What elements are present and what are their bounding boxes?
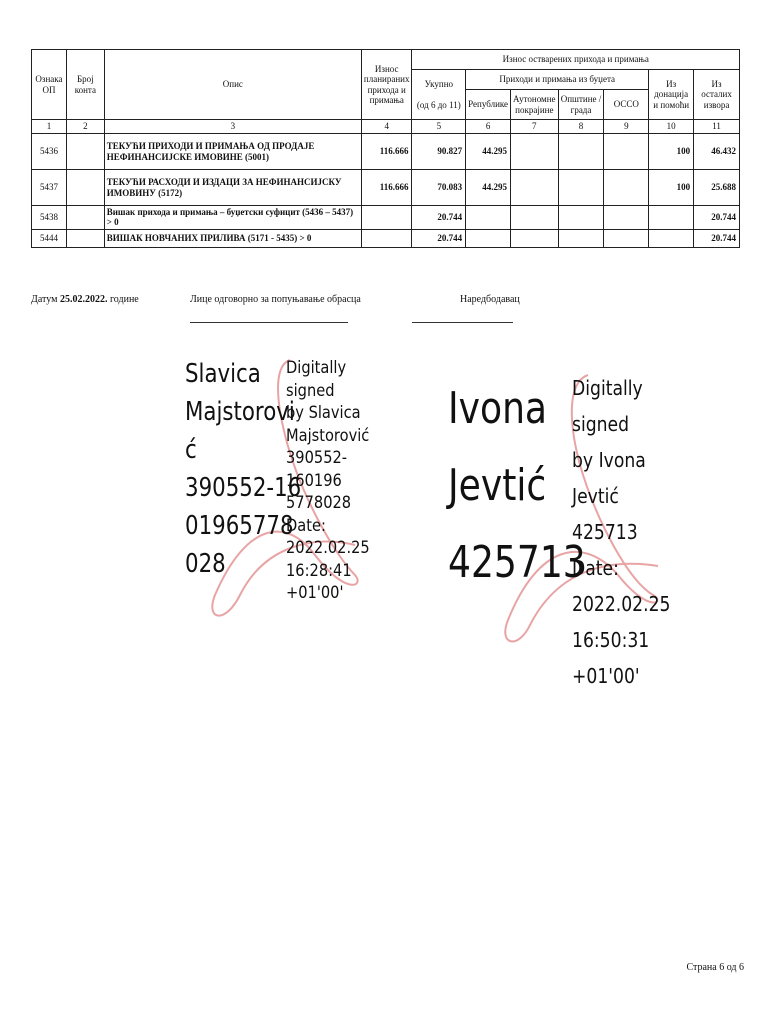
date-line (31, 294, 139, 305)
signature-details: Digitally signed by Slavica Majstorović 390552-160196 5778028 Date: 2022.02.25 16:28:41 +01'00' (286, 358, 370, 603)
cell-desc: ВИШАК НОВЧАНИХ ПРИЛИВА (5171 - 5435) > 0 (104, 229, 361, 247)
cell-total: 20.744 (412, 206, 466, 230)
header-other: Из осталих извора (694, 70, 740, 120)
table-row (32, 134, 740, 170)
table-row (32, 206, 740, 230)
cell-other: 20.744 (694, 206, 740, 230)
col-number: 7 (511, 120, 559, 134)
col-number: 10 (649, 120, 694, 134)
cell-op: 5437 (32, 170, 67, 206)
header-realized-group: Износ остварених прихода и примања (412, 50, 740, 70)
cell-osso (604, 170, 649, 206)
report-table (31, 49, 740, 248)
cell-planned: 116.666 (361, 134, 412, 170)
header-op: Ознака ОП (32, 50, 67, 120)
cell-osso (604, 206, 649, 230)
page-number: Страна 6 од 6 (686, 962, 744, 973)
authorizer-label: Наредбодавац (460, 294, 520, 305)
col-number: 9 (604, 120, 649, 134)
header-total-sub: (од 6 до 11) (416, 99, 461, 110)
cell-municipality (558, 134, 604, 170)
cell-konto (66, 170, 104, 206)
header-republic: Републике (466, 90, 511, 120)
date-prefix: Датум (31, 294, 58, 305)
col-number: 3 (104, 120, 361, 134)
header-osso: ОССО (604, 90, 649, 120)
signer-name: Ivona Jevtić 425713 (448, 383, 586, 588)
signer-name: Slavica Majstorovi ć 390552-16 01965778 028 (185, 359, 302, 579)
cell-planned: 116.666 (361, 170, 412, 206)
cell-total: 90.827 (412, 134, 466, 170)
cell-op: 5436 (32, 134, 67, 170)
cell-op: 5438 (32, 206, 67, 230)
cell-republic: 44.295 (466, 134, 511, 170)
signature-line (412, 322, 513, 323)
header-municipality: Општине / града (558, 90, 604, 120)
col-number: 1 (32, 120, 67, 134)
table-row (32, 170, 740, 206)
cell-donations: 100 (649, 170, 694, 206)
cell-total: 70.083 (412, 170, 466, 206)
date-suffix: године (109, 294, 139, 305)
header-autonomous: Аутономне покрајине (511, 90, 559, 120)
cell-autonomous (511, 206, 559, 230)
column-number-row (32, 120, 740, 134)
header-description: Опис (104, 50, 361, 120)
date-value: 25.02.2022. (59, 294, 108, 305)
cell-total: 20.744 (412, 229, 466, 247)
cell-desc: Вишак прихода и примања – буџетски суфицит (5436 – 5437) > 0 (104, 206, 361, 230)
col-number: 5 (412, 120, 466, 134)
header-budget-group: Приходи и примања из буџета (466, 70, 649, 90)
cell-republic (466, 206, 511, 230)
header-total-label: Укупно (424, 79, 454, 90)
cell-donations (649, 206, 694, 230)
cell-desc: ТЕКУЋИ РАСХОДИ И ИЗДАЦИ ЗА НЕФИНАНСИЈСКУ ИМОВИНУ (5172) (104, 170, 361, 206)
cell-konto (66, 134, 104, 170)
cell-planned (361, 229, 412, 247)
cell-other: 20.744 (694, 229, 740, 247)
cell-municipality (558, 229, 604, 247)
col-number: 4 (361, 120, 412, 134)
cell-konto (66, 229, 104, 247)
cell-republic: 44.295 (466, 170, 511, 206)
cell-autonomous (511, 170, 559, 206)
cell-autonomous (511, 134, 559, 170)
cell-desc: ТЕКУЋИ ПРИХОДИ И ПРИМАЊА ОД ПРОДАЈЕ НЕФИНАНСИЈСКЕ ИМОВИНЕ (5001) (104, 134, 361, 170)
cell-planned (361, 206, 412, 230)
table-row (32, 229, 740, 247)
header-konto: Број конта (66, 50, 104, 120)
header-total (412, 70, 466, 120)
digital-signature-1 (185, 355, 385, 655)
cell-other: 25.688 (694, 170, 740, 206)
col-number: 2 (66, 120, 104, 134)
cell-op: 5444 (32, 229, 67, 247)
cell-municipality (558, 206, 604, 230)
cell-konto (66, 206, 104, 230)
digital-signature-2 (448, 370, 708, 688)
header-planned: Износ планираних прихода и примања (361, 50, 412, 120)
cell-donations (649, 229, 694, 247)
cell-municipality (558, 170, 604, 206)
cell-osso (604, 134, 649, 170)
responsible-person-label: Лице одговорно за попуњавање обрасца (190, 294, 361, 305)
col-number: 8 (558, 120, 604, 134)
cell-republic (466, 229, 511, 247)
signature-line (190, 322, 348, 323)
cell-autonomous (511, 229, 559, 247)
cell-other: 46.432 (694, 134, 740, 170)
cell-osso (604, 229, 649, 247)
cell-donations: 100 (649, 134, 694, 170)
header-donations: Из донација и помоћи (649, 70, 694, 120)
col-number: 6 (466, 120, 511, 134)
signature-details: Digitally signed by Ivona Jevtić 425713 Date: 2022.02.25 16:50:31 +01'00' (572, 376, 671, 688)
col-number: 11 (694, 120, 740, 134)
